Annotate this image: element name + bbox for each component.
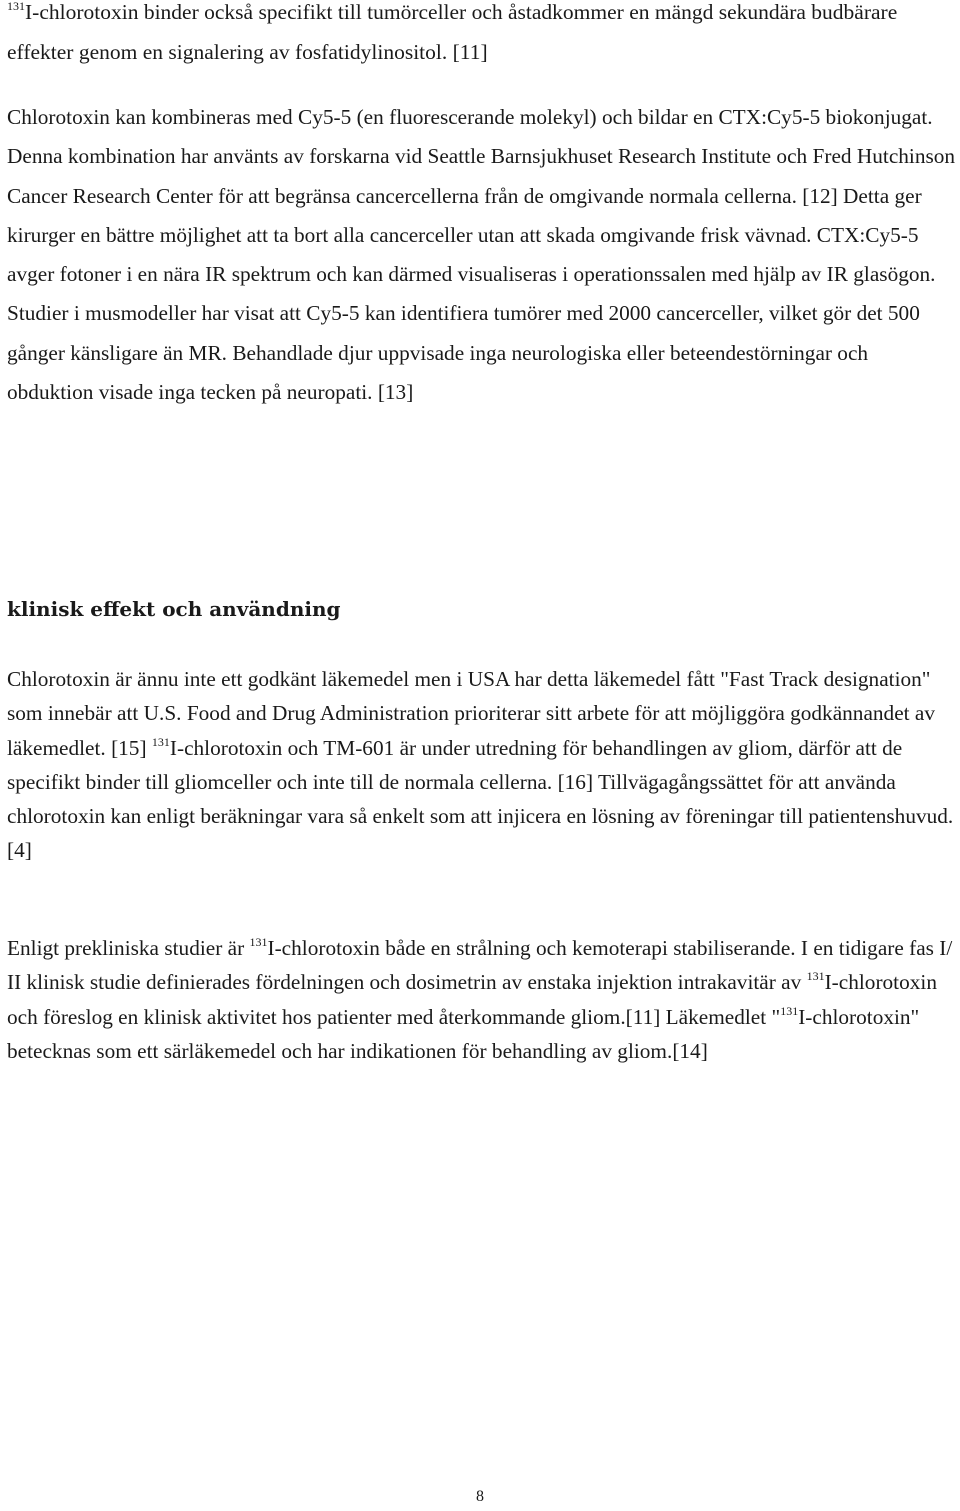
paragraph-clinical-status bbox=[7, 662, 956, 868]
paragraph-preclinical-lead: Enligt prekliniska studier är bbox=[7, 936, 250, 960]
isotope-superscript: 131 bbox=[249, 935, 268, 949]
isotope-superscript: 131 bbox=[151, 734, 170, 749]
paragraph-intro-text: I-chlorotoxin binder också specifikt till tumörceller och åstadkommer en mängd sekundära budbärare effekter genom en signalering av fosfatidylinositol. [11] bbox=[7, 0, 898, 64]
paragraph-preclinical-part-b: I-chlorotoxin både en strålning och kemoterapi stabiliserande. I en tidigare fas I/ II klinisk studie definierades fördelningen och dosimetrin av enstaka injektion intrakavitär av bbox=[7, 936, 953, 995]
paragraph-ctx-cy5-body: Denna kombination har använts av forskarna vid Seattle Barnsjukhuset Research Institute och Fred Hutchinson Cancer Research Center för att begränsa cancercellerna från de omgivande normala cellerna. [12] Detta ger kirurger en bättre möjlighet att ta bort alla cancerceller utan att skada omgivande frisk vävnad. CTX:Cy5-5 avger fotoner i en nära IR spektrum och kan därmed visualiseras i operationssalen med hjälp av IR glasögon. Studier i musmodeller har visat att Cy5-5 kan identifiera tumörer med 2000 cancerceller, vilket gör det 500 gånger känsligare än MR. Behandlade djur uppvisade inga neurologiska eller beteendestörningar och obduktion visade inga tecken på neuropati. [13] bbox=[7, 144, 956, 405]
isotope-superscript: 131 bbox=[7, 0, 25, 13]
paragraph-preclinical bbox=[7, 931, 956, 1068]
paragraph-preclinical-part-c: I-chlorotoxin och föreslog en klinisk aktivitet hos patienter med återkommande gliom.[11] Läkemedlet " bbox=[7, 970, 937, 1029]
isotope-superscript: 131 bbox=[806, 969, 825, 984]
paragraph-intro bbox=[7, 0, 956, 72]
paragraph-ctx-cy5-lead: Chlorotoxin kan kombineras med Cy5-5 (en fluorescerande molekyl) och bildar en CTX:Cy5-5 biokonjugat. bbox=[7, 105, 933, 129]
page-number: 8 bbox=[476, 1488, 484, 1505]
paragraph-preclinical-part-d: I-chlorotoxin" betecknas som ett särläkemedel och har indikationen för behandling av gliom.[14] bbox=[7, 1004, 920, 1063]
paragraph-ctx-cy5 bbox=[7, 98, 956, 412]
section-heading: klinisk effekt och användning bbox=[7, 597, 341, 621]
paragraph-clinical-status-lead: Chlorotoxin är ännu inte ett godkänt läkemedel men i USA har detta läkemedel fått "Fast Track designation" som innebär att U.S. Food and Drug Administration prioriterar sitt arbete för att möjliggöra godkännandet av läkemedlet. [15] bbox=[7, 667, 935, 760]
isotope-superscript: 131 bbox=[780, 1003, 799, 1018]
paragraph-clinical-status-body: I-chlorotoxin och TM-601 är under utredning för behandlingen av gliom, därför att de specifikt binder till gliomceller och inte till de normala cellerna. [16] Tillvägagångssättet för att använda chlorotoxin kan enligt beräkningar vara så enkelt som att injicera en lösning av föreningar till patientenshuvud. [4] bbox=[7, 735, 954, 863]
